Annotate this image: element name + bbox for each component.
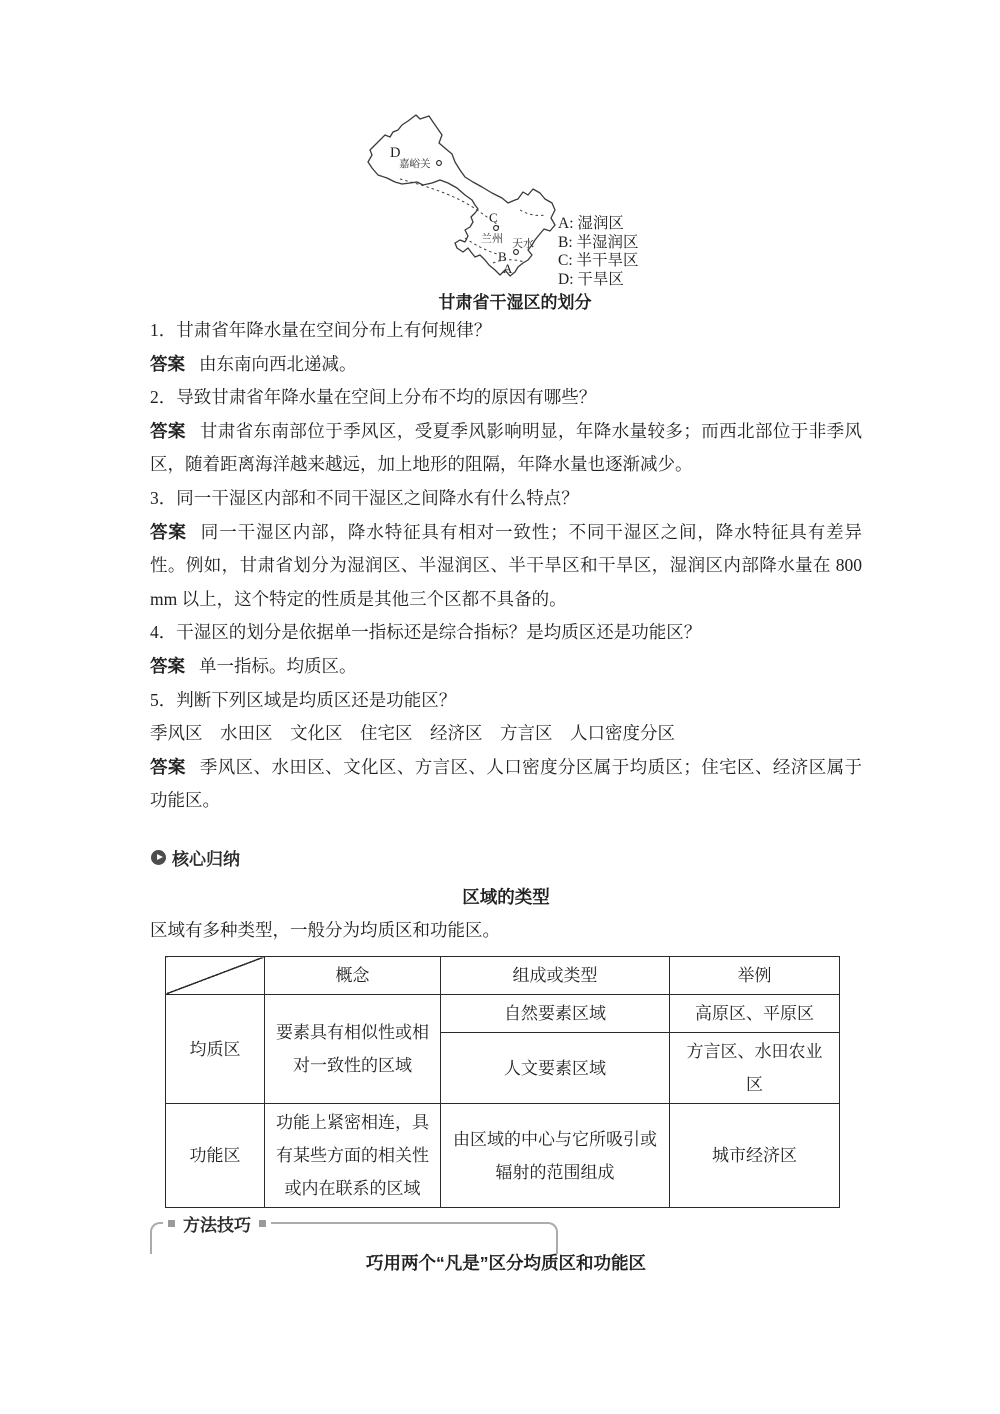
square-bullet-icon xyxy=(259,1220,266,1227)
answer-label: 答案 xyxy=(150,521,187,542)
question-answer-section xyxy=(150,314,862,818)
question-3: 3．同一干湿区内部和不同干湿区之间降水有什么特点？ xyxy=(150,487,579,508)
cell-homogeneous-name: 均质区 xyxy=(166,995,265,1104)
answer-label: 答案 xyxy=(150,756,186,777)
core-summary-header xyxy=(151,845,240,870)
table-row-functional xyxy=(166,1104,840,1208)
diagonal-corner-cell xyxy=(166,957,265,995)
legend-item-b: B: 半湿润区 xyxy=(558,233,639,251)
cell-functional-type: 由区域的中心与它所吸引或辐射的范围组成 xyxy=(441,1104,670,1208)
lanzhou-label: 兰州 xyxy=(481,233,503,245)
question-1: 1．甘肃省年降水量在空间分布上有何规律？ xyxy=(150,320,492,340)
question-5-options: 季风区 水田区 文化区 住宅区 经济区 方言区 人口密度分区 xyxy=(150,723,675,744)
answer-2 xyxy=(150,415,862,482)
tianshui-marker xyxy=(514,250,519,255)
zone-letter-b: B xyxy=(498,249,507,264)
answer-5-text: 季风区、水田区、文化区、方言区、人口密度分区属于均质区；住宅区、经济区属于功能区。 xyxy=(150,756,863,811)
gansu-map-figure xyxy=(355,100,775,315)
table-row-homogeneous-natural xyxy=(166,995,840,1033)
answer-2-text: 甘肃省东南部位于季风区，受夏季风影响明显，年降水量较多；而西北部位于非季风区，随着距离海洋越来越远，加上地形的阻隔，年降水量也逐渐减少。 xyxy=(150,420,863,475)
legend-item-a: A: 湿润区 xyxy=(558,215,624,232)
cell-homogeneous-concept: 要素具有相似性或相对一致性的区域 xyxy=(265,995,441,1104)
core-summary-label: 核心归纳 xyxy=(172,850,240,869)
answer-3-text: 同一干湿区内部，降水特征具有相对一致性；不同干湿区之间，降水特征具有差异性。例如，甘肃省划分为湿润区、半湿润区、半干旱区和干旱区，湿润区内部降水量在 800 mm 以上，这个特定的性质是其他三个区都不具备的。 xyxy=(150,521,863,609)
question-4: 4．干湿区的划分是依据单一指标还是综合指标？是均质区还是功能区？ xyxy=(150,622,702,643)
lanzhou-marker xyxy=(494,226,499,231)
region-types-table xyxy=(165,956,840,1208)
square-bullet-icon xyxy=(168,1220,175,1227)
cell-human-type: 人文要素区域 xyxy=(441,1033,670,1104)
method-tip-label: 方法技巧 xyxy=(183,1216,251,1235)
answer-4-text: 单一指标。均质区。 xyxy=(199,655,357,676)
cell-functional-concept: 功能上紧密相连，具有某些方面的相关性或内在联系的区域 xyxy=(265,1104,441,1208)
answer-3 xyxy=(150,516,862,617)
header-concept: 概念 xyxy=(265,957,441,995)
cell-natural-example: 高原区、平原区 xyxy=(670,995,840,1033)
answer-4 xyxy=(150,650,862,684)
tianshui-label: 天水 xyxy=(512,238,534,250)
method-tip-header xyxy=(163,1211,271,1236)
cell-human-example: 方言区、水田农业区 xyxy=(670,1033,840,1104)
header-example: 举例 xyxy=(670,957,840,995)
province-outline-path xyxy=(368,115,555,276)
map-legend xyxy=(558,215,639,289)
jiayuguan-label: 嘉峪关 xyxy=(399,159,431,170)
header-composition: 组成或类型 xyxy=(441,957,670,995)
question-5: 5．判断下列区域是均质区还是功能区？ xyxy=(150,689,457,710)
answer-5 xyxy=(150,751,862,818)
map-caption: 甘肃省干湿区的划分 xyxy=(438,293,592,312)
play-circle-icon xyxy=(151,850,166,865)
zone-letter-d: D xyxy=(390,145,401,161)
jiayuguan-marker xyxy=(437,161,442,166)
table-header-row xyxy=(166,957,840,995)
core-intro-text: 区域有多种类型，一般分为均质区和功能区。 xyxy=(150,920,500,940)
method-tip-title: 巧用两个“凡是”区分均质区和功能区 xyxy=(366,1253,646,1273)
answer-1-text: 由东南向西北递减。 xyxy=(199,353,357,374)
answer-label: 答案 xyxy=(150,655,185,676)
question-2: 2．导致甘肃省年降水量在空间上分布不均的原因有哪些？ xyxy=(150,387,597,408)
answer-label: 答案 xyxy=(150,420,186,441)
legend-item-d: D: 干旱区 xyxy=(558,270,624,288)
cell-functional-name: 功能区 xyxy=(166,1104,265,1208)
answer-1 xyxy=(150,348,862,382)
cell-functional-example: 城市经济区 xyxy=(670,1104,840,1208)
core-section-title: 区域的类型 xyxy=(462,887,550,907)
legend-item-c: C: 半干旱区 xyxy=(558,252,639,269)
cell-natural-type: 自然要素区域 xyxy=(441,995,670,1033)
zone-letter-c: C xyxy=(489,210,498,225)
answer-label: 答案 xyxy=(150,353,185,374)
zone-letter-a: A xyxy=(503,261,513,276)
